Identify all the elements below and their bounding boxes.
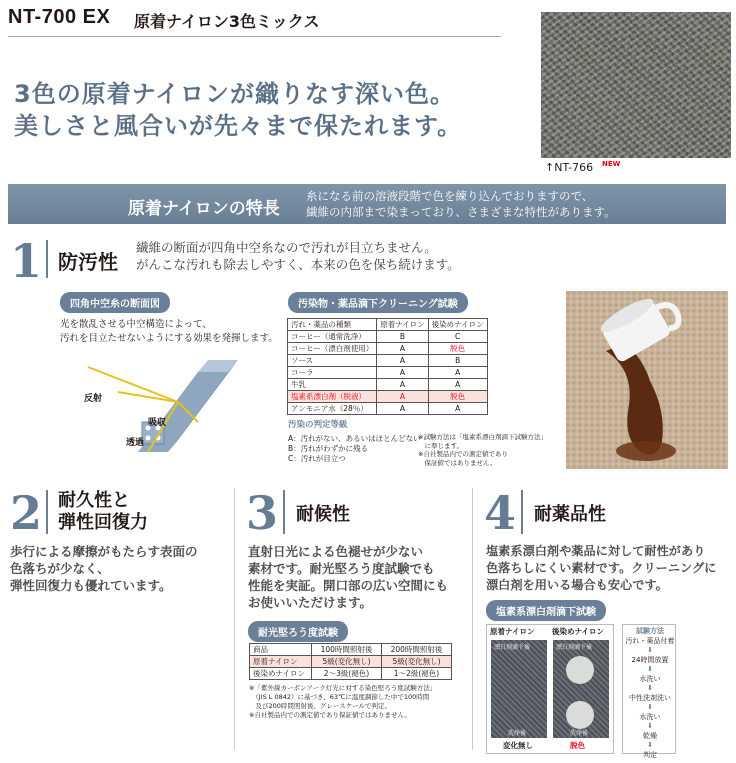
text-line: 色落ちが少なく、 bbox=[10, 561, 110, 576]
table-cell: A bbox=[428, 367, 487, 379]
product-name: 原着ナイロン3色ミックス bbox=[134, 12, 320, 31]
table-cell: 5級(変化無し) bbox=[382, 656, 452, 668]
table-cell: ソース bbox=[288, 355, 377, 367]
table-cell: A bbox=[377, 391, 428, 403]
text-line: 汚れを目立たせないようにする効果を発揮します。 bbox=[60, 333, 278, 344]
text-line: 塩素系漂白剤や薬品に対して耐性があり bbox=[486, 544, 706, 558]
catch-copy bbox=[14, 78, 462, 142]
title-line: 弾性回復力 bbox=[58, 512, 148, 533]
arrow-down-icon: ⬇ bbox=[647, 684, 653, 692]
table-cell: コーヒー（通常洗浄） bbox=[288, 331, 377, 343]
method-step: 水洗い bbox=[639, 712, 661, 721]
grade-list bbox=[288, 434, 421, 464]
table-cell: 原着ナイロン bbox=[250, 656, 312, 668]
table-cell: アンモニア水（28％） bbox=[288, 403, 377, 415]
table-cell: 脱色 bbox=[428, 391, 487, 403]
note-line: に準じます。 bbox=[418, 441, 463, 450]
section-text bbox=[10, 543, 198, 594]
table-row bbox=[288, 343, 488, 355]
table-cell: A bbox=[377, 403, 428, 415]
method-steps bbox=[625, 627, 675, 760]
table-cell: 200時間照射後 bbox=[382, 644, 452, 656]
note-line: 保証値ではありません。 bbox=[418, 458, 497, 467]
method-title: 試験方法 bbox=[636, 627, 664, 635]
table-cell: コーヒー（漂白剤使用） bbox=[288, 343, 377, 355]
band-description bbox=[306, 188, 616, 220]
table-cell: コーラ bbox=[288, 367, 377, 379]
text-line: 歩行による摩擦がもたらす表面の bbox=[10, 544, 198, 559]
method-step: 24時間放置 bbox=[631, 655, 669, 664]
table-cell: 脱色 bbox=[428, 343, 487, 355]
column-divider bbox=[472, 488, 473, 750]
title-line: 耐久性と bbox=[58, 490, 130, 511]
swatch-caption: ↑NT-766 bbox=[545, 161, 594, 174]
col-label-post-dyed: 後染めナイロン bbox=[552, 627, 604, 636]
text-line: 漂白剤を用いる場合も安心です。 bbox=[486, 578, 668, 592]
model-code: NT-700 EX bbox=[8, 6, 111, 28]
label-transmit: 透過 bbox=[126, 438, 145, 448]
table-cell: A bbox=[428, 379, 487, 391]
note-line: ※試験方法は「塩素系漂白剤滴下試験方法」 bbox=[418, 433, 547, 441]
stain-notes bbox=[418, 433, 547, 467]
text-line: お使いいただけます。 bbox=[248, 595, 373, 610]
light-test-pill: 耐光堅ろう度試験 bbox=[248, 621, 348, 642]
table-cell: 後染めナイロン bbox=[250, 668, 312, 680]
table-row bbox=[288, 379, 488, 391]
text-line: 直射日光による色褪せが少ない bbox=[248, 544, 424, 559]
section-number: 2 bbox=[10, 486, 43, 540]
method-step: 乾燥 bbox=[643, 731, 657, 740]
catch-line-2: 美しさと風合いが先々まで保たれます。 bbox=[14, 112, 463, 140]
text-line: 素材です。耐光堅ろう度試験でも bbox=[248, 561, 435, 576]
coffee-spill-photo bbox=[566, 291, 728, 469]
table-cell: A bbox=[377, 355, 428, 367]
note-line: 及び200時間照射後、グレースケールで判定。 bbox=[249, 702, 391, 710]
result-dyed: 変化無し bbox=[503, 741, 533, 750]
section-title: 防汚性 bbox=[58, 250, 118, 274]
wash-label: 洗浄後 bbox=[508, 730, 527, 737]
section-text bbox=[248, 543, 448, 611]
section-title bbox=[58, 490, 148, 534]
text-line: がんこな汚れも除去しやすく、本来の色を保ち続けます。 bbox=[136, 257, 460, 272]
catch-line-1: 3色の原着ナイロンが織りなす深い色。 bbox=[14, 80, 456, 108]
section-title: 耐候性 bbox=[296, 504, 350, 525]
table-row bbox=[288, 403, 488, 415]
band-desc-line: 糸になる前の溶液段階で色を練り込んでおりますので、 bbox=[306, 189, 594, 203]
col-label-dyed: 原着ナイロン bbox=[490, 627, 535, 636]
wash-label: 洗浄後 bbox=[570, 730, 589, 737]
arrow-down-icon: ⬇ bbox=[647, 703, 653, 711]
method-step: 中性洗剤洗い bbox=[629, 693, 671, 702]
header-divider bbox=[8, 36, 501, 37]
label-absorb: 吸収 bbox=[148, 418, 167, 428]
table-row bbox=[250, 656, 452, 668]
section-bar bbox=[521, 490, 523, 534]
bleach-spot bbox=[566, 656, 594, 684]
arrow-down-icon: ⬇ bbox=[647, 646, 653, 654]
table-cell: A bbox=[377, 367, 428, 379]
table-row bbox=[250, 668, 452, 680]
table-cell: C bbox=[428, 331, 487, 343]
section-title: 耐薬品性 bbox=[534, 504, 606, 525]
section-bar bbox=[46, 240, 48, 278]
stain-test-pill: 汚染物・薬品滴下クリーニング試験 bbox=[288, 292, 468, 313]
note-line: ※「紫外線カーボンアーク灯光に対する染色堅ろう度試験方法」 bbox=[249, 684, 437, 692]
section-text bbox=[136, 239, 460, 273]
table-cell: B bbox=[377, 331, 428, 343]
arrow-down-icon: ⬇ bbox=[647, 741, 653, 749]
grade-item: B：汚れがわずかに残る bbox=[288, 444, 369, 453]
table-cell: 100時間照射後 bbox=[312, 644, 382, 656]
carpet-swatch-image bbox=[541, 12, 731, 158]
table-cell: 原着ナイロン bbox=[377, 319, 428, 331]
cross-section-desc bbox=[60, 318, 278, 346]
band-desc-line: 繊維の内部まで染まっており、さまざまな特性があります。 bbox=[306, 205, 616, 219]
fiber-diagram bbox=[78, 352, 248, 462]
table-cell: 後染めナイロン bbox=[428, 319, 487, 331]
table-cell: 牛乳 bbox=[288, 379, 377, 391]
note-line: （JIS L 0842）に基づき、63℃に温度調節した中で100時間 bbox=[249, 693, 430, 701]
note-line: ※自社製品内での測定値であり bbox=[418, 450, 508, 458]
method-step: 判定 bbox=[643, 750, 657, 759]
table-cell: 2～3級(褪色) bbox=[312, 668, 382, 680]
section-text bbox=[486, 543, 716, 594]
text-line: 色落ちしにくい素材です。クリーニングに bbox=[486, 561, 717, 575]
method-step: 汚れ・薬品付着 bbox=[625, 636, 675, 645]
section-number: 4 bbox=[484, 486, 517, 540]
column-divider bbox=[234, 488, 235, 750]
table-cell: A bbox=[377, 379, 428, 391]
section-number: 3 bbox=[246, 486, 279, 540]
result-post-dyed: 脱色 bbox=[570, 741, 585, 750]
grade-title: 汚染の判定等級 bbox=[288, 420, 348, 430]
table-cell: A bbox=[428, 403, 487, 415]
new-badge: NEW bbox=[602, 160, 621, 168]
arrow-down-icon: ⬇ bbox=[647, 722, 653, 730]
text-line: 弾性回復力も優れています。 bbox=[10, 578, 172, 593]
bleach-spot bbox=[566, 701, 594, 729]
stain-table bbox=[287, 318, 488, 415]
note-line: ※自社製品内での測定値であり保証値ではありません。 bbox=[249, 711, 411, 719]
table-cell: 塩素系漂白剤（脱液） bbox=[288, 391, 377, 403]
method-step: 水洗い bbox=[639, 674, 661, 683]
grade-item: C：汚れが目立つ bbox=[288, 454, 346, 463]
table-cell: B bbox=[428, 355, 487, 367]
arrow-down-icon: ⬇ bbox=[647, 665, 653, 673]
section-bar bbox=[283, 490, 285, 534]
label-reflect: 反射 bbox=[84, 394, 103, 404]
grade-item: A：汚れがない、あるいはほとんどない bbox=[288, 434, 421, 443]
table-cell: A bbox=[377, 343, 428, 355]
table-row bbox=[288, 355, 488, 367]
light-notes bbox=[249, 684, 436, 720]
text-line: 性能を実証。開口部の広い空間にも bbox=[248, 578, 449, 593]
table-row bbox=[288, 391, 488, 403]
text-line: 繊維の断面が四角中空糸なので汚れが目立ちません。 bbox=[136, 240, 437, 255]
table-cell: 汚れ・薬品の種類 bbox=[288, 319, 377, 331]
sample-dyed bbox=[491, 640, 547, 738]
band-title: 原着ナイロンの特長 bbox=[128, 199, 280, 219]
table-header-row bbox=[288, 319, 488, 331]
drop-label: 漂白剤滴下後 bbox=[494, 644, 531, 651]
table-row bbox=[288, 331, 488, 343]
drop-label: 漂白剤滴下後 bbox=[556, 644, 593, 651]
table-cell: 商品 bbox=[250, 644, 312, 656]
section-bar bbox=[46, 490, 48, 534]
bleach-test-pill: 塩素系漂白剤滴下試験 bbox=[486, 600, 606, 621]
table-header-row bbox=[250, 644, 452, 656]
light-table bbox=[249, 643, 452, 680]
table-row bbox=[288, 367, 488, 379]
table-cell: 1～2級(褪色) bbox=[382, 668, 452, 680]
section-number: 1 bbox=[10, 234, 43, 288]
table-cell: 5級(変化無し) bbox=[312, 656, 382, 668]
text-line: 光を散乱させる中空構造によって、 bbox=[60, 319, 212, 330]
cross-section-pill: 四角中空糸の断面図 bbox=[60, 292, 170, 313]
